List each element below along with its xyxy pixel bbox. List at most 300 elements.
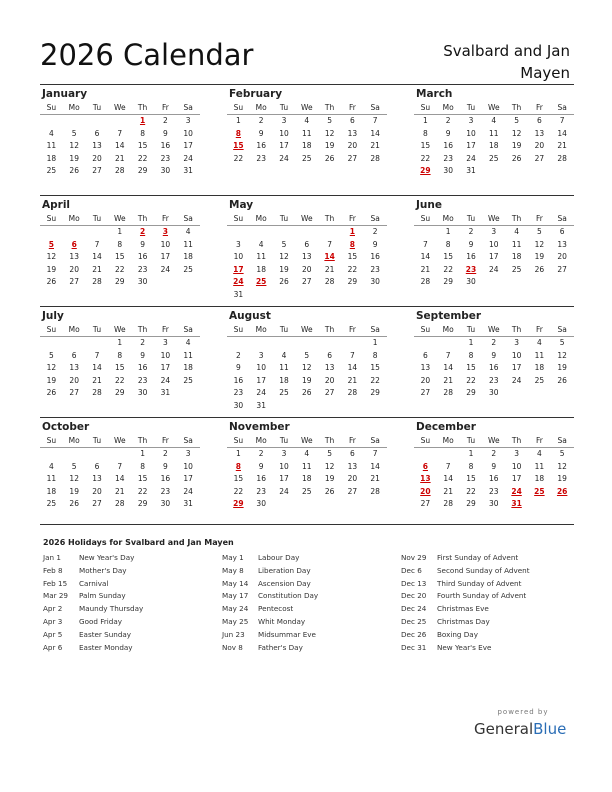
holiday-date: Apr 2 — [43, 604, 63, 614]
holiday-item — [43, 629, 213, 642]
day-cell: 6 — [71, 239, 77, 249]
day-cell: 17 — [279, 474, 289, 483]
day-cell: 23 — [160, 153, 171, 163]
holiday-item — [401, 642, 571, 655]
day-cell: 21 — [420, 264, 431, 274]
day-cell: 29 — [115, 277, 125, 286]
day-cell: 17 — [489, 252, 499, 261]
day-cell: 1 — [349, 227, 355, 236]
weekday-label: Mo — [68, 325, 80, 334]
day-cell: 21 — [443, 375, 453, 385]
holiday-date: Dec 6 — [401, 565, 422, 575]
month-name: November — [229, 421, 290, 433]
day-cell: 24 — [511, 486, 522, 496]
week-row — [414, 498, 574, 511]
day-cell — [364, 498, 387, 511]
weekday-label: We — [487, 214, 500, 223]
holiday-date: Dec 26 — [401, 629, 427, 639]
day-cell: 10 — [279, 128, 289, 138]
holiday-date: Apr 3 — [43, 616, 63, 626]
day-cell: 10 — [511, 461, 522, 471]
day-cell: 3 — [514, 338, 519, 347]
holiday-name: Liberation Day — [258, 565, 311, 575]
day-cell: 26 — [534, 264, 545, 274]
month-june — [414, 198, 574, 289]
holiday-name: Maundy Thursday — [79, 604, 144, 614]
day-cell: 29 — [466, 388, 476, 397]
day-cell — [551, 387, 574, 400]
week-row — [40, 226, 200, 239]
day-cell: 2 — [162, 116, 168, 125]
day-cell: 12 — [557, 350, 567, 360]
day-cell: 16 — [137, 363, 148, 372]
week-row — [227, 276, 387, 289]
day-cell: 30 — [160, 499, 171, 508]
week-row — [40, 115, 200, 128]
month-october — [40, 420, 200, 511]
day-cell: 3 — [468, 116, 474, 125]
day-cell: 25 — [302, 153, 312, 163]
day-cell: 2 — [139, 227, 146, 236]
day-cell: 8 — [468, 350, 474, 360]
day-cell: 16 — [443, 141, 453, 150]
day-cell — [414, 226, 437, 239]
month-may — [227, 198, 387, 301]
day-cell: 12 — [557, 461, 567, 471]
day-cell: 5 — [48, 239, 54, 249]
holiday-item — [401, 616, 571, 629]
day-cell: 7 — [349, 350, 355, 360]
day-cell — [551, 276, 574, 289]
holiday-date: Feb 8 — [43, 565, 63, 575]
weekday-label: Tu — [466, 103, 476, 112]
day-cell: 25 — [46, 499, 57, 508]
weekday-label: Sa — [557, 103, 567, 112]
day-cell: 7 — [445, 350, 451, 360]
day-cell: 24 — [233, 277, 244, 286]
day-cell: 6 — [327, 350, 332, 360]
day-cell: 30 — [443, 166, 453, 175]
holiday-date: May 8 — [222, 565, 244, 575]
weekday-label: Sa — [183, 103, 193, 112]
day-cell: 8 — [117, 239, 123, 249]
day-cell: 26 — [324, 486, 335, 496]
week-row — [227, 362, 387, 375]
day-cell: 29 — [420, 166, 431, 175]
day-cell: 28 — [443, 499, 453, 508]
week-row — [40, 448, 200, 461]
day-cell: 3 — [162, 338, 168, 347]
day-cell — [505, 276, 528, 289]
day-cell: 29 — [115, 388, 125, 397]
day-cell — [177, 387, 200, 400]
weekday-label: Sa — [557, 436, 567, 445]
day-cell: 30 — [370, 277, 380, 286]
day-cell — [63, 337, 86, 350]
day-cell: 11 — [46, 141, 57, 150]
holiday-item — [43, 552, 213, 565]
week-row — [414, 486, 574, 499]
day-cell: 20 — [69, 375, 79, 385]
day-cell: 16 — [256, 141, 266, 150]
day-cell — [250, 337, 273, 350]
day-cell: 22 — [137, 153, 148, 163]
day-cell: 2 — [491, 449, 497, 458]
day-cell: 20 — [557, 252, 567, 261]
day-cell: 1 — [117, 227, 123, 236]
day-cell: 11 — [279, 363, 289, 372]
day-cell: 9 — [140, 239, 145, 249]
day-cell: 18 — [183, 363, 193, 372]
weekday-label: Tu — [466, 325, 476, 334]
week-row — [40, 375, 200, 388]
week-row — [227, 115, 387, 128]
holiday-item — [43, 565, 213, 578]
day-cell: 26 — [46, 388, 57, 397]
day-cell: 26 — [324, 153, 335, 163]
holiday-item — [43, 616, 213, 629]
day-cell: 11 — [511, 239, 522, 249]
holiday-name: Carnival — [79, 578, 109, 588]
day-cell: 9 — [445, 128, 451, 138]
holiday-date: May 14 — [222, 578, 249, 588]
day-cell: 27 — [534, 153, 545, 163]
week-row — [227, 448, 387, 461]
day-cell: 18 — [534, 474, 545, 483]
day-cell: 7 — [372, 449, 378, 458]
day-cell: 7 — [117, 128, 123, 138]
day-cell: 18 — [46, 153, 57, 163]
day-cell: 22 — [347, 264, 358, 274]
week-row — [40, 140, 200, 153]
day-cell: 28 — [443, 388, 453, 397]
week-row — [414, 251, 574, 264]
day-cell: 29 — [466, 499, 476, 508]
day-cell: 17 — [183, 474, 193, 483]
day-cell — [154, 276, 177, 289]
week-row — [40, 486, 200, 499]
day-cell: 15 — [443, 252, 453, 261]
day-cell: 23 — [137, 375, 148, 385]
day-cell — [63, 226, 86, 239]
weekday-label: We — [487, 325, 500, 334]
day-cell — [86, 337, 109, 350]
week-row — [40, 276, 200, 289]
week-row — [227, 375, 387, 388]
day-cell: 17 — [511, 474, 522, 483]
weekday-label: Su — [420, 103, 431, 112]
day-cell — [318, 337, 341, 350]
day-cell — [528, 387, 551, 400]
weekday-label: We — [300, 436, 313, 445]
day-cell: 25 — [183, 264, 193, 274]
day-cell: 10 — [160, 350, 171, 360]
day-cell: 4 — [258, 239, 264, 249]
day-cell: 4 — [304, 116, 310, 125]
day-cell: 4 — [185, 338, 191, 347]
weekday-label: Sa — [370, 214, 380, 223]
day-cell: 7 — [423, 239, 428, 249]
day-cell: 14 — [324, 252, 335, 261]
day-cell: 19 — [511, 141, 522, 150]
weekday-label: Tu — [279, 214, 289, 223]
holiday-item — [401, 565, 571, 578]
day-cell: 6 — [423, 350, 428, 360]
month-name: February — [229, 88, 283, 100]
weekday-label: Tu — [466, 214, 476, 223]
holiday-date: Jan 1 — [43, 553, 61, 562]
weekday-label: Th — [324, 436, 335, 445]
week-row — [414, 387, 574, 400]
weekday-label: Fr — [161, 325, 169, 334]
weekday-label: Sa — [370, 103, 380, 112]
day-cell: 4 — [536, 449, 542, 458]
day-cell: 30 — [466, 277, 476, 286]
week-row — [227, 337, 387, 350]
day-cell: 12 — [534, 239, 545, 249]
weekday-label: Mo — [68, 436, 80, 445]
day-cell: 20 — [324, 375, 335, 385]
day-cell: 25 — [534, 486, 545, 496]
day-cell: 1 — [372, 338, 378, 347]
weekday-label: Su — [46, 214, 57, 223]
day-cell: 31 — [233, 289, 244, 299]
holiday-date: Jun 23 — [222, 629, 245, 639]
day-cell: 27 — [347, 153, 358, 163]
day-cell: 23 — [465, 264, 477, 274]
weekday-label: Tu — [279, 436, 289, 445]
day-cell: 17 — [160, 363, 171, 372]
weekday-label: Mo — [68, 214, 80, 223]
day-cell: 16 — [233, 375, 244, 385]
day-cell: 20 — [69, 264, 79, 274]
day-cell: 17 — [256, 375, 266, 385]
weekday-header — [40, 323, 200, 337]
day-cell: 13 — [347, 128, 358, 138]
day-cell: 31 — [183, 499, 193, 508]
day-cell: 13 — [302, 252, 312, 261]
day-cell: 11 — [302, 128, 312, 138]
weekday-label: Mo — [442, 325, 454, 334]
holiday-name: Boxing Day — [437, 629, 478, 639]
month-august — [227, 309, 387, 412]
day-cell: 19 — [69, 153, 79, 163]
day-cell: 15 — [466, 474, 476, 483]
week-row — [227, 400, 387, 413]
day-cell: 26 — [556, 486, 568, 496]
holiday-item — [222, 552, 392, 565]
holiday-item — [222, 616, 392, 629]
day-cell: 3 — [162, 227, 168, 236]
week-row — [414, 226, 574, 239]
day-cell: 3 — [185, 116, 191, 125]
day-cell: 26 — [279, 277, 289, 286]
month-name: August — [229, 310, 271, 322]
day-cell: 10 — [183, 128, 193, 138]
holiday-item — [222, 578, 392, 591]
day-cell: 23 — [233, 388, 244, 397]
day-cell: 17 — [233, 264, 244, 274]
day-cell: 9 — [236, 363, 241, 372]
weekday-label: Su — [420, 436, 431, 445]
day-cell: 5 — [559, 449, 565, 458]
day-cell: 22 — [233, 486, 244, 496]
day-cell: 9 — [372, 239, 378, 249]
day-cell: 21 — [370, 141, 380, 150]
holiday-column — [222, 552, 392, 654]
day-cell: 3 — [514, 449, 519, 458]
day-cell: 14 — [420, 252, 431, 261]
day-cell: 1 — [140, 449, 145, 458]
day-cell: 11 — [534, 350, 545, 360]
day-cell: 16 — [466, 252, 476, 261]
day-cell: 8 — [140, 128, 145, 138]
month-row — [40, 306, 574, 417]
holiday-name: Whit Monday — [258, 616, 306, 626]
day-cell: 28 — [557, 153, 567, 163]
week-row — [227, 498, 387, 511]
day-cell: 5 — [304, 350, 310, 360]
day-cell: 12 — [46, 252, 57, 261]
week-row — [414, 153, 574, 166]
day-cell: 6 — [559, 227, 565, 236]
day-cell — [341, 498, 364, 511]
day-cell: 25 — [46, 166, 57, 175]
day-cell: 12 — [324, 128, 335, 138]
day-cell: 20 — [92, 486, 102, 496]
weekday-label: Su — [233, 325, 244, 334]
month-february — [227, 87, 387, 165]
weekday-label: Th — [137, 214, 148, 223]
day-cell: 28 — [370, 486, 380, 496]
day-cell: 4 — [536, 338, 542, 347]
day-cell: 27 — [324, 388, 335, 397]
weekday-header — [227, 434, 387, 448]
day-cell: 15 — [137, 141, 148, 150]
day-cell: 10 — [183, 461, 193, 471]
week-row — [227, 140, 387, 153]
day-cell: 24 — [160, 375, 171, 385]
day-cell: 11 — [256, 252, 266, 261]
day-cell — [250, 289, 273, 302]
weekday-header — [414, 212, 574, 226]
day-cell: 13 — [420, 474, 431, 483]
week-row — [414, 473, 574, 486]
day-cell: 30 — [256, 499, 266, 508]
weekday-label: Fr — [348, 436, 356, 445]
day-cell — [295, 498, 318, 511]
weekday-label: Fr — [161, 103, 169, 112]
day-cell: 1 — [139, 116, 146, 125]
day-cell: 20 — [534, 141, 545, 150]
week-row — [227, 239, 387, 252]
day-cell: 16 — [370, 252, 380, 261]
day-cell: 23 — [160, 486, 171, 496]
day-cell — [341, 337, 364, 350]
day-cell — [364, 400, 387, 413]
weekday-label: We — [113, 214, 126, 223]
weekday-label: Su — [233, 436, 244, 445]
day-cell: 15 — [115, 363, 125, 372]
day-cell: 6 — [349, 116, 355, 125]
day-cell: 6 — [422, 461, 428, 471]
day-cell: 20 — [420, 486, 431, 496]
day-cell: 21 — [324, 264, 335, 274]
day-cell: 29 — [233, 499, 244, 508]
brand-logo — [474, 720, 566, 738]
day-cell — [341, 400, 364, 413]
day-cell: 22 — [443, 264, 453, 274]
day-cell: 15 — [137, 474, 148, 483]
day-cell — [108, 448, 131, 461]
day-cell: 6 — [349, 449, 355, 458]
weekday-label: Su — [233, 103, 244, 112]
day-cell: 29 — [443, 277, 453, 286]
weekday-label: Fr — [161, 214, 169, 223]
weekday-label: Th — [324, 103, 335, 112]
day-cell: 15 — [347, 252, 358, 261]
week-row — [227, 289, 387, 302]
weekday-label: Fr — [535, 103, 543, 112]
weekday-label: Mo — [442, 103, 454, 112]
day-cell: 4 — [491, 116, 497, 125]
day-cell — [341, 289, 364, 302]
holiday-name: Good Friday — [79, 616, 122, 626]
day-cell: 2 — [372, 227, 378, 236]
day-cell: 21 — [347, 375, 358, 385]
weekday-label: Th — [511, 214, 522, 223]
month-name: July — [42, 310, 64, 322]
day-cell: 4 — [49, 128, 54, 138]
day-cell: 12 — [324, 461, 335, 471]
weekday-label: Sa — [183, 214, 193, 223]
week-row — [227, 251, 387, 264]
holiday-item — [222, 565, 392, 578]
day-cell: 7 — [559, 116, 565, 125]
day-cell: 26 — [46, 277, 57, 286]
month-november — [227, 420, 387, 511]
holiday-date: May 17 — [222, 591, 249, 601]
day-cell: 6 — [71, 350, 77, 360]
holiday-date: May 25 — [222, 616, 249, 626]
day-cell: 22 — [137, 486, 148, 496]
holiday-item — [222, 629, 392, 642]
day-cell: 29 — [137, 166, 148, 175]
day-cell — [318, 226, 341, 239]
weekday-label: Tu — [92, 214, 102, 223]
week-row — [414, 375, 574, 388]
weekday-label: Th — [137, 103, 148, 112]
weekday-label: Fr — [348, 214, 356, 223]
weekday-label: Tu — [92, 436, 102, 445]
weekday-label: We — [487, 436, 500, 445]
day-cell — [227, 226, 250, 239]
day-cell — [40, 337, 63, 350]
day-cell — [227, 337, 250, 350]
week-row — [40, 153, 200, 166]
weekday-label: Fr — [535, 436, 543, 445]
day-cell: 25 — [489, 153, 499, 163]
day-cell — [273, 226, 296, 239]
day-cell: 30 — [233, 400, 244, 410]
day-cell: 31 — [256, 400, 266, 410]
day-cell: 2 — [162, 449, 168, 458]
day-cell — [437, 448, 460, 461]
holiday-name: First Sunday of Advent — [437, 553, 519, 562]
holiday-item — [222, 642, 392, 655]
day-cell: 19 — [69, 486, 79, 496]
day-cell: 10 — [511, 350, 522, 360]
